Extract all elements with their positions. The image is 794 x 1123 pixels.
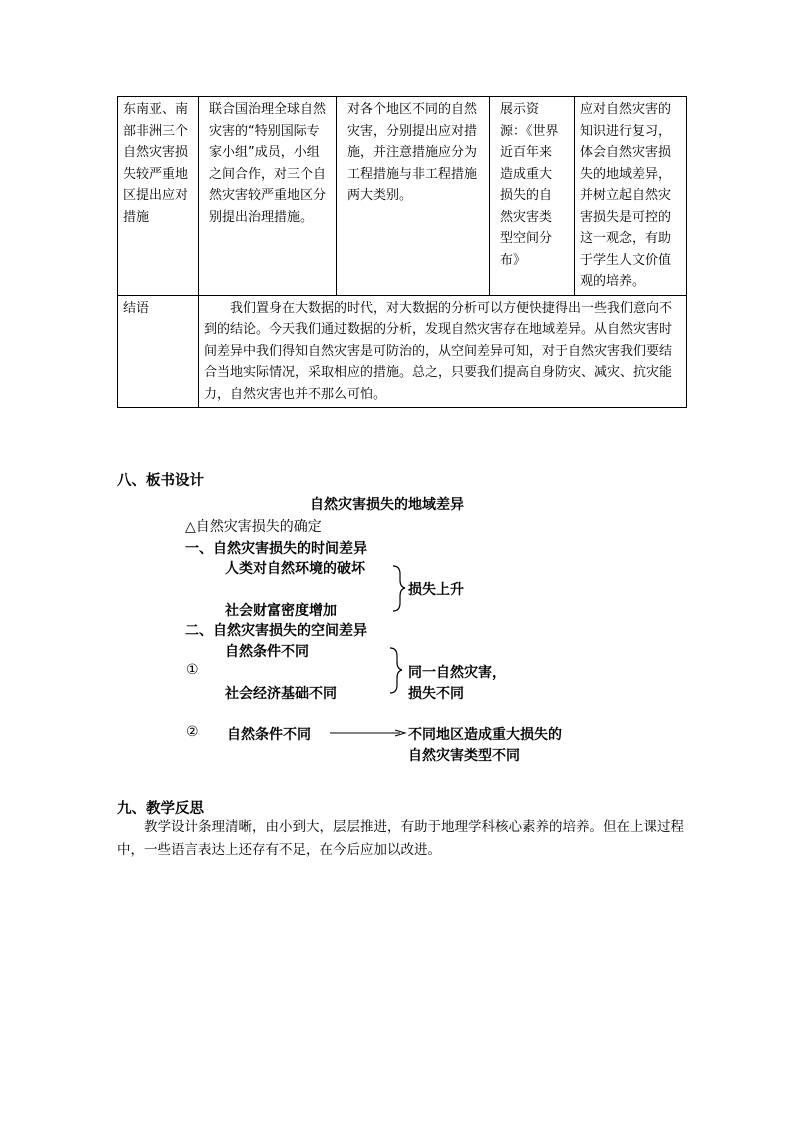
table-cell-activity: 东南亚、南部非洲三个自然灾害损失较严重地区提出应对措施 <box>118 97 199 296</box>
board-part-three-result-1: 不同地区造成重大损失的 <box>408 727 562 743</box>
table-cell-resources: 展示资源：《世界近百年来造成重大损失的自然灾害类型空间分布》 <box>490 97 575 296</box>
board-mark-one: ① <box>186 662 199 678</box>
conclusion-paragraph: 我们置身在大数据的时代，对大数据的分析可以方便快捷得出一些我们意向不到的结论。今天我们通过数据的分析，发现自然灾害存在地域差异。从自然灾害时间差异中我们得知自然灾害是可防治的，从空间差异可知，对于自然灾害我们要结合当地实际情况，采取相应的措施。总之，只要我们提高自身防灾、减灾、抗灾能力，自然灾害也并不那么可怕。 <box>204 300 673 402</box>
board-part-one-result: 损失上升 <box>408 582 464 598</box>
board-part-two-item-2: 社会经济基础不同 <box>225 686 337 702</box>
board-part-three-result-2: 自然灾害类型不同 <box>408 748 520 764</box>
board-part-two-item-1: 自然条件不同 <box>225 644 309 660</box>
section-heading-reflection: 九、教学反思 <box>117 801 204 817</box>
board-triangle-line: △自然灾害损失的确定 <box>185 519 322 535</box>
board-part-two: 二、自然灾害损失的空间差异 <box>185 623 367 639</box>
table-cell-teacher-activity: 对各个地区不同的自然灾害，分别提出应对措施，并注意措施应分为工程措施与非工程措施两大类别。 <box>337 97 490 296</box>
board-part-two-result-2: 损失不同 <box>408 686 464 702</box>
table-cell-design-intent: 应对自然灾害的知识进行复习，体会自然灾害损失的地域差异，并树立起自然灾害损失是可控的这一观念，有助于学生人文价值观的培养。 <box>575 97 687 296</box>
board-part-two-result-1: 同一自然灾害， <box>408 665 506 681</box>
brace-icon <box>393 566 405 611</box>
section-heading-board-design: 八、板书设计 <box>117 473 204 489</box>
board-mark-two: ② <box>186 724 199 740</box>
brace-icon <box>390 648 402 693</box>
board-part-three-item: 自然条件不同 <box>227 727 311 743</box>
reflection-paragraph: 教学设计条理清晰，由小到大，层层推进，有助于地理学科核心素养的培养。但在上课过程中，一些语言表达上还存有不足，在今后应加以改进。 <box>117 819 684 858</box>
table-cell-conclusion-label: 结语 <box>118 295 199 408</box>
board-part-one-item-2: 社会财富密度增加 <box>225 603 337 619</box>
board-part-one-item-1: 人类对自然环境的破坏 <box>225 561 365 577</box>
board-part-one: 一、自然灾害损失的时间差异 <box>185 541 367 557</box>
board-title: 自然灾害损失的地域差异 <box>310 497 464 513</box>
table-cell-student-activity: 联合国治理全球自然灾害的“特别国际专家小组”成员，小组之间合作，对三个自然灾害较严重地区分别提出治理措施。 <box>199 97 337 296</box>
